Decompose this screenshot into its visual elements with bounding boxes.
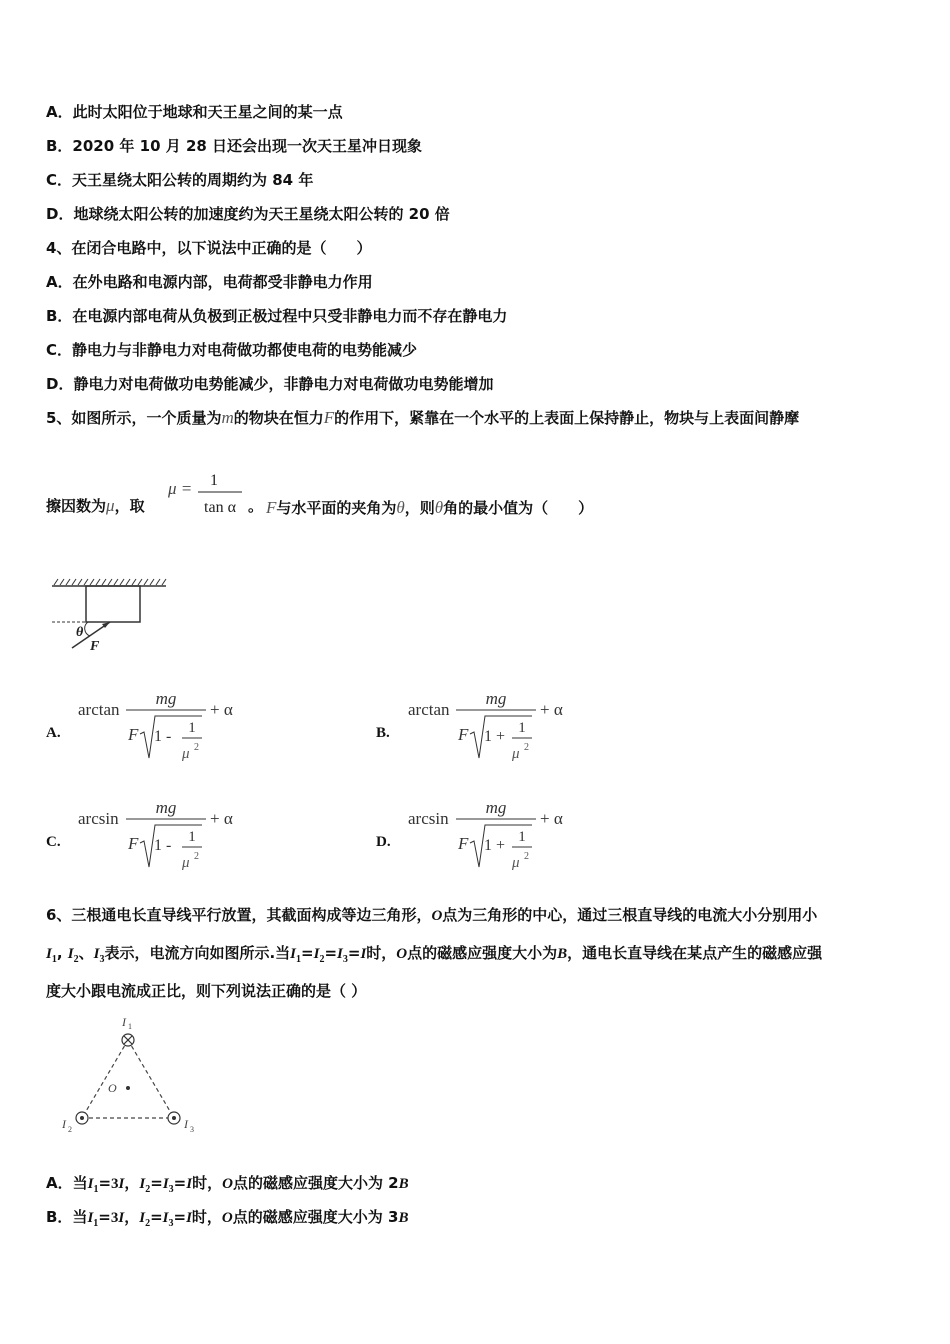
- mu-symbol: μ: [182, 855, 190, 871]
- square-exponent: 2: [524, 742, 529, 753]
- svg-text:I: I: [62, 1117, 66, 1131]
- q5-stem-line2c: F与水平面的夹角为θ，则θ角的最小值为（ ）: [266, 498, 594, 517]
- svg-text:O: O: [108, 1081, 117, 1095]
- numerator: mg: [155, 798, 177, 817]
- square-exponent: 2: [194, 851, 199, 862]
- q4-option-b: B．在电源内部电荷从负极到正极过程中只受非静电力而不存在静电力: [46, 307, 508, 325]
- svg-text:I: I: [184, 1117, 188, 1131]
- q4-stem: 4、在闭合电路中，以下说法中正确的是（ ）: [46, 239, 372, 257]
- svg-text:3: 3: [190, 1125, 194, 1134]
- q6-stem-line1: 6、三根通电长直导线平行放置，其截面构成等边三角形，O点为三角形的中心，通过三根直导线的电流大小分别用小: [46, 906, 818, 924]
- plus-alpha: + α: [210, 809, 233, 828]
- q5-option-c-formula: [76, 797, 256, 877]
- svg-text:μ =: μ =: [168, 479, 193, 498]
- svg-text:1: 1: [210, 472, 218, 489]
- q3-option-a: A．此时太阳位于地球和天王星之间的某一点: [46, 103, 343, 121]
- sqrt-inner: 1 +: [484, 728, 506, 745]
- mu-symbol: μ: [512, 746, 520, 762]
- inner-numerator: 1: [518, 720, 526, 736]
- q3-option-d: D．地球绕太阳公转的加速度约为天王星绕太阳公转的 20 倍: [46, 205, 450, 223]
- force-symbol: F: [458, 834, 469, 853]
- svg-text:tan α: tan α: [204, 499, 236, 516]
- function-name: arctan: [78, 700, 120, 719]
- svg-text:2: 2: [68, 1125, 72, 1134]
- q5-figure: [48, 576, 172, 656]
- force-symbol: F: [128, 834, 139, 853]
- force-symbol: F: [458, 725, 469, 744]
- svg-text:θ: θ: [76, 625, 84, 640]
- numerator: mg: [155, 689, 177, 708]
- numerator: mg: [485, 689, 507, 708]
- sqrt-inner: 1 -: [154, 837, 172, 854]
- q5-option-d-formula: [406, 797, 586, 877]
- q3-option-c: C．天王星绕太阳公转的周期约为 84 年: [46, 171, 314, 189]
- svg-text:1: 1: [128, 1022, 132, 1031]
- plus-alpha: + α: [540, 809, 563, 828]
- square-exponent: 2: [524, 851, 529, 862]
- q5-stem-line2b: 。: [248, 497, 264, 515]
- function-name: arcsin: [78, 809, 119, 828]
- inner-numerator: 1: [518, 829, 526, 845]
- svg-text:F: F: [90, 639, 100, 654]
- numerator: mg: [485, 798, 507, 817]
- q6-triangle-figure: [56, 1012, 206, 1136]
- square-exponent: 2: [194, 742, 199, 753]
- q5-option-a-label: A.: [46, 725, 61, 741]
- q4-option-a: A．在外电路和电源内部，电荷都受非静电力作用: [46, 273, 373, 291]
- q3-option-b: B．2020 年 10 月 28 日还会出现一次天王星冲日现象: [46, 137, 423, 155]
- function-name: arctan: [408, 700, 450, 719]
- mu-symbol: μ: [182, 746, 190, 762]
- q6-option-b: B．当$I_1=3I$，$I_2=I_3=I$时，O点的磁感应强度大小为 3B: [46, 1208, 409, 1229]
- force-symbol: F: [128, 725, 139, 744]
- function-name: arcsin: [408, 809, 449, 828]
- q5-stem-line2: 擦因数为μ，取: [46, 496, 145, 515]
- q5-option-d-label: D.: [376, 834, 391, 850]
- q4-option-c: C．静电力与非静电力对电荷做功都使电荷的电势能减少: [46, 341, 418, 359]
- sqrt-inner: 1 -: [154, 728, 172, 745]
- q5-mu-formula: [166, 468, 246, 520]
- q6-option-a: A．当$I_1=3I$，$I_2=I_3=I$时，O点的磁感应强度大小为 2B: [46, 1174, 409, 1195]
- q5-option-b-formula: [406, 688, 586, 768]
- q5-option-a-formula: [76, 688, 256, 768]
- inner-numerator: 1: [188, 829, 196, 845]
- mu-symbol: μ: [512, 855, 520, 871]
- q5-option-c-label: C.: [46, 834, 61, 850]
- q5-stem-line1: 5、如图所示，一个质量为m的物块在恒力F的作用下，紧靠在一个水平的上表面上保持静止，物块与上表面间静摩: [46, 408, 800, 427]
- q5-option-b-label: B.: [376, 725, 390, 741]
- q6-stem-line3: 度大小跟电流成正比，则下列说法正确的是（ ）: [46, 982, 367, 1000]
- sqrt-inner: 1 +: [484, 837, 506, 854]
- plus-alpha: + α: [210, 700, 233, 719]
- plus-alpha: + α: [540, 700, 563, 719]
- svg-text:I: I: [122, 1015, 126, 1029]
- inner-numerator: 1: [188, 720, 196, 736]
- q4-option-d: D．静电力对电荷做功电势能减少，非静电力对电荷做功电势能增加: [46, 375, 494, 393]
- q6-stem-line2: $I_1$, $I_2$、$I_3$表示，电流方向如图所示.当$I_1=I_2=I_3=I$时，O点的磁感应强度大小为B，通电长直导线在某点产生的磁感应强: [46, 944, 823, 965]
